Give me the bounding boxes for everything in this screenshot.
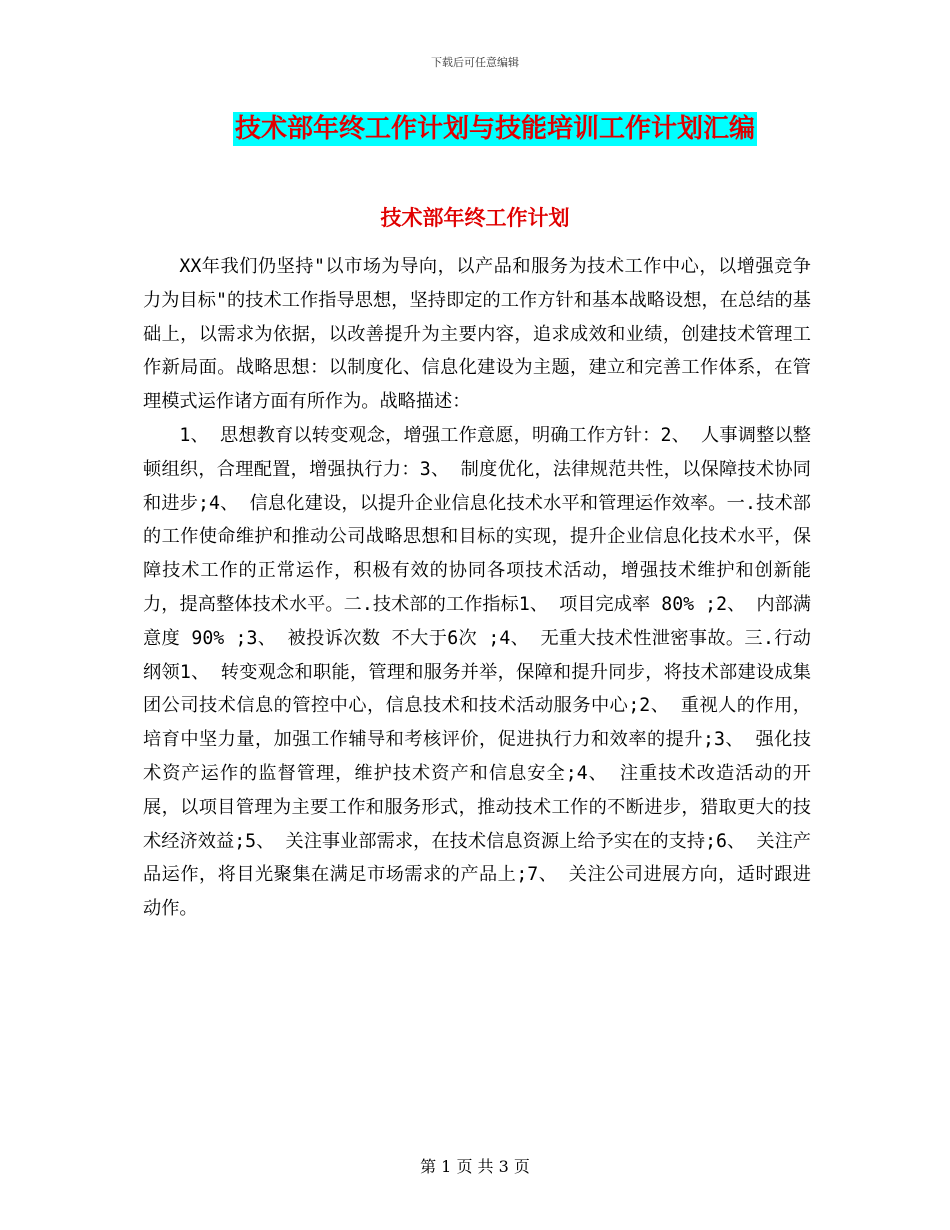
paragraph-intro: XX年我们仍坚持"以市场为导向，以产品和服务为技术工作中心，以增强竞争力为目标"的技术工作指导思想，坚持即定的工作方针和基本战略设想，在总结的基础上，以需求为依据，以改善提升为主要内容，追求成效和业绩，创建技术管理工作新局面。战略思想：以制度化、信息化建设为主题，建立和完善工作体系，在管理模式运作诸方面有所作为。战略描述： (143, 256, 811, 413)
header-note: 下载后可任意编辑 (431, 56, 519, 69)
body-spacer (143, 222, 811, 250)
document-body (143, 222, 811, 926)
paragraph-plan: 1、 思想教育以转变观念，增强工作意愿，明确工作方针：2、 人事调整以整顿组织，合理配置，增强执行力：3、 制度优化，法律规范共性，以保障技术协同和进步;4、 信息化建设，以提升企业信息化技术水平和管理运作效率。一.技术部的工作使命维护和推动公司战略思想和目标的实现，提升企业信息化技术水平，保障技术工作的正常运作，积极有效的协同各项技术活动，增强技术维护和创新能力，提高整体技术水平。二.技术部的工作指标1、 项目完成率 80% ;2、 内部满意度 90% ;3、 被投诉次数 不大于6次 ;4、 无重大技术性泄密事故。三.行动纲领1、 转变观念和职能，管理和服务并举，保障和提升同步，将技术部建设成集团公司技术信息的管控中心，信息技术和技术活动服务中心;2、 重视人的作用，培育中坚力量，加强工作辅导和考核评价，促进执行力和效率的提升;3、 强化技术资产运作的监督管理，维护技术资产和信息安全;4、 注重技术改造活动的开展，以项目管理为主要工作和服务形式，推动技术工作的不断进步，猎取更大的技术经济效益;5、 关注事业部需求，在技术信息资源上给予实在的支持;6、 关注产品运作，将目光聚集在满足市场需求的产品上;7、 关注公司进展方向，适时跟进动作。 (143, 424, 811, 920)
document-title-wrap (233, 112, 763, 146)
page-footer: 第 1 页 共 3 页 (420, 1157, 530, 1176)
section-title: 技术部年终工作计划 (380, 205, 570, 230)
document-title: 技术部年终工作计划与技能培训工作计划汇编 (235, 114, 756, 144)
